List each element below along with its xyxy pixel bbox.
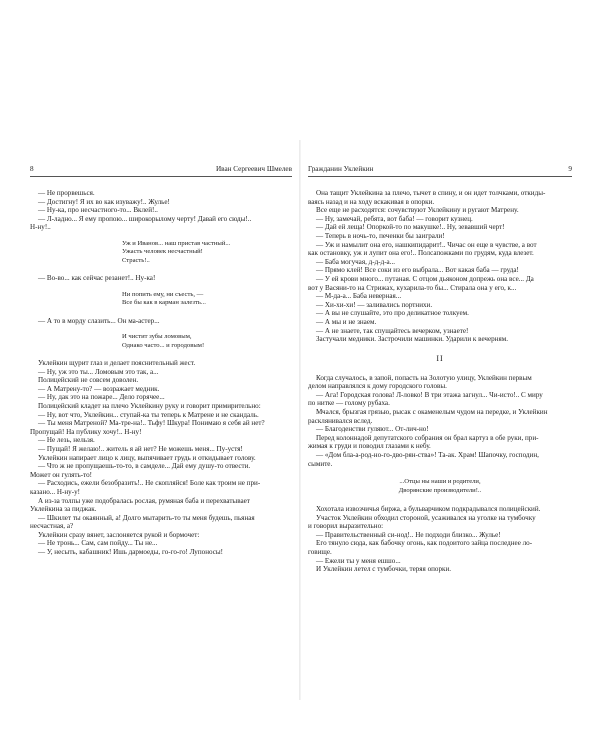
left-page-body [30, 189, 292, 557]
verse-line: Ужасть человек несчастный! [122, 248, 203, 256]
text-line: — Не прорвешься. [38, 189, 95, 197]
text-line: Участок Уклейкин обходил стороной, усаживался на уголке на тумбочку [316, 513, 536, 522]
text-line: Когда случалось, в запой, попасть на Золотую улицу, Уклейкин первым [316, 373, 532, 382]
text-line: Перед колоннадой депутатского собрания он брал картуз в обе руки, при- [316, 433, 539, 442]
text-line: Она тащит Уклейкина за плечо, тычет в спину, и он идет толчками, откиды- [316, 189, 546, 197]
right-running-header [308, 164, 572, 177]
right-page [308, 164, 572, 574]
verse-line: Страсть!.. [122, 256, 150, 264]
verse-line: Однако часто... и городовым! [122, 341, 205, 349]
text-line: — Правительственный си-нод!.. Не подходи близко... Жулье! [316, 530, 501, 539]
verse-line: Все бы как в карман залезть... [122, 299, 206, 307]
text-line: Полицейский кладет на плечо Уклейкину руку и говорит примирительно: [38, 401, 261, 410]
text-line: вот у Васяни-то на Стрижах, кухарила-то бы... Стирала она у его, к... [308, 283, 517, 292]
text-line: Пропущай! На публику хочу!.. Н-ну! [30, 427, 142, 436]
text-line: Уклейкин сразу вянет, заслоняется рукой и бормочет: [38, 530, 200, 539]
text-line: — Ага! Городская голова! Л-ловко! В три этажа загнул... Чи-исто!.. С миру [316, 390, 543, 399]
text-line: делом направлялся к дому городского головы. [308, 382, 447, 391]
text-line: — Дай ей леща! Опоркой-то по макушке!.. Ну, зевавший черт! [316, 223, 505, 232]
text-line: — А не знаете, так спущайтесь вечерком, узнаете! [316, 326, 469, 335]
left-running-header [30, 164, 292, 177]
text-line: по нитке — голому рубаха. [308, 399, 390, 408]
right-page-body [308, 189, 572, 574]
left-page [30, 164, 292, 557]
epigraph-line: ...Отцы ны наши и родители, [399, 478, 481, 486]
text-line: — Благоденстви гуляют... От-лич-но! [316, 425, 429, 434]
text-line: Уклейкин щурит глаз и делает пояснительный жест. [38, 359, 196, 367]
text-line: Уклейкина за пиджак. [30, 505, 97, 514]
verse-line: И чистит зубы ломовым, [122, 333, 192, 341]
text-line: — Не лезь, нельзя. [38, 436, 95, 445]
chapter-number: II [436, 353, 444, 363]
text-line: — Что ж не пропущаешь-то-то, в самделе... Дай ему душу-то отвести. [38, 462, 251, 471]
text-line: — А то в морду слазить... Он ма-астер... [38, 316, 160, 325]
text-line: казано... Н-ну-у! [30, 487, 80, 496]
text-line: и говорил выразительно: [308, 522, 384, 531]
verse-block [30, 240, 292, 265]
text-line: Уклейкин напирает лицо к лицу, выпячивает грудь и откидывает голову. [38, 453, 256, 462]
text-line: — «Дом бла-а-род-но-го-дво-рян-ства»! Та-ак. Храм! Шапочку, господин, [316, 451, 539, 460]
text-line: — Хи-хи-хи! — заливались портнихи. [316, 300, 433, 309]
text-line: ваясь назад и на ходу вскакивая в опорки. [308, 197, 435, 206]
text-line: Хохотала извозчичья биржа, а бульварчиком подкрадывался полицейский. [316, 505, 541, 514]
text-line: как остановку, уж и лупит она его!.. Полсапожками по грудям, куда влезет. [308, 249, 534, 258]
text-line: — А Матрену-то? — возражает медник. [38, 384, 160, 393]
left-running-head: Иван Сергеевич Шмелев [215, 165, 292, 173]
text-line: — Теперь в ночь-то, печенки бы заиграли! [316, 231, 445, 240]
verse-block [30, 333, 292, 350]
right-running-head: Гражданин Уклейкин [308, 165, 374, 173]
text-line: — А мы и не знаем. [316, 317, 377, 326]
text-line: — Ну, дак это на пожаре... Дело горячее... [38, 393, 165, 402]
text-line: — А вы не слушайте, это про деликатное толкуем. [316, 309, 469, 318]
text-line: — У, несыть, кабашник! Ишь дармоеды, го-го-го! Лупоносы! [38, 548, 223, 557]
verse-block [30, 291, 292, 308]
text-line: жимая к груди и поводил глазами к небу. [308, 442, 431, 451]
epigraph-line: Дворянские производители!.. [398, 486, 482, 494]
text-line: расклянивался вслед. [308, 416, 373, 425]
text-line: — М-да-а... Баба неверная... [316, 292, 402, 301]
text-line: — Достигну! Я их во как изуважу!.. Жулье! [38, 197, 170, 206]
text-line: Полицейский не совсем доволен. [38, 376, 139, 385]
text-line: — Л-ладно... Я ему пропою... широкорылому черту! Давай его сюды!.. [38, 214, 252, 223]
text-line: — Баба могучая, д-д-д-а... [316, 257, 396, 266]
epigraph [308, 478, 572, 495]
text-line: говище. [308, 548, 332, 556]
text-line: — Ты меня Матреной? Ма-тре-на!.. Тьфу! Шкура! Понимаю я себя ай нет? [38, 419, 265, 428]
text-line: Его тянуло сюда, как бабочку огонь, как подоитого зайца последнее ло- [316, 539, 533, 548]
text-line: И Уклейкин летел с тумбочки, теряя опорки. [316, 565, 452, 574]
text-line: Застучали медники. Застрочили машинки. Ударили к вечерням. [316, 335, 509, 344]
text-line: — У ей крови много... путаная. С отцом дьяконом допрежь она все... Да [316, 274, 534, 283]
text-line: — Ну, уж это ты... Ломовым это так, а... [38, 367, 159, 376]
verse-line: Ни попить ему, ни съесть, — [122, 290, 204, 298]
text-line: — Ну, вот что, Уклейкин... ступай-ка ты теперь к Матрене и не скандаль. [38, 410, 259, 419]
text-line: — Не тронь... Сам, сам пойду... Ты не... [38, 539, 158, 548]
text-line: — Прямо клей! Все соки из его выбрала... Вот какая баба — груда! [316, 266, 519, 275]
text-line: — Пущай! Я желаю!.. житель я ай нет? Не можешь меня... Пу-устя! [38, 444, 243, 453]
text-line: — Ну, замечай, ребята, вот баба! — говорит кузнец. [316, 214, 473, 223]
verse-line: Уж и Иванов... наш пристав частный... [122, 239, 231, 247]
text-line: — Шкилет ты окаянный, а! Долго мытарить-то ты меня будешь, пьяная [38, 513, 255, 522]
text-line: Все еще не расходятся: сочувствуют Уклейкину и ругают Матрену. [316, 206, 519, 215]
right-page-number: 9 [568, 165, 572, 173]
book-gutter [299, 140, 301, 700]
text-line: несчастная, а? [30, 522, 74, 531]
text-line: Мчался, брызгая грязью, рысак с окаменелым чудом на передке, и Уклейкин [316, 408, 548, 417]
text-line: — Расходись, ежели безобразить!.. Не скопляйся! Боле как троим не при- [38, 479, 261, 488]
text-line: сымите. [308, 459, 333, 468]
text-line: А из-за толпы уже подобралась рослая, румяная баба и перехватывает [38, 496, 250, 505]
text-line: Н-ну!.. [30, 223, 51, 232]
text-line: Может он гулять-то! [30, 470, 93, 479]
text-line: — Ну-ка, про несчастного-то... Вклей!.. [38, 206, 158, 215]
text-line: — Во-во... как сейчас резанет!.. Ну-ка! [38, 274, 156, 283]
text-line: — Ежели ты у меня ешшо... [316, 556, 401, 565]
text-line: — Уж и намылит она его, нашкипидарит!.. Чичас он еще в чувстве, а вот [316, 240, 537, 249]
left-page-number: 8 [30, 165, 34, 173]
